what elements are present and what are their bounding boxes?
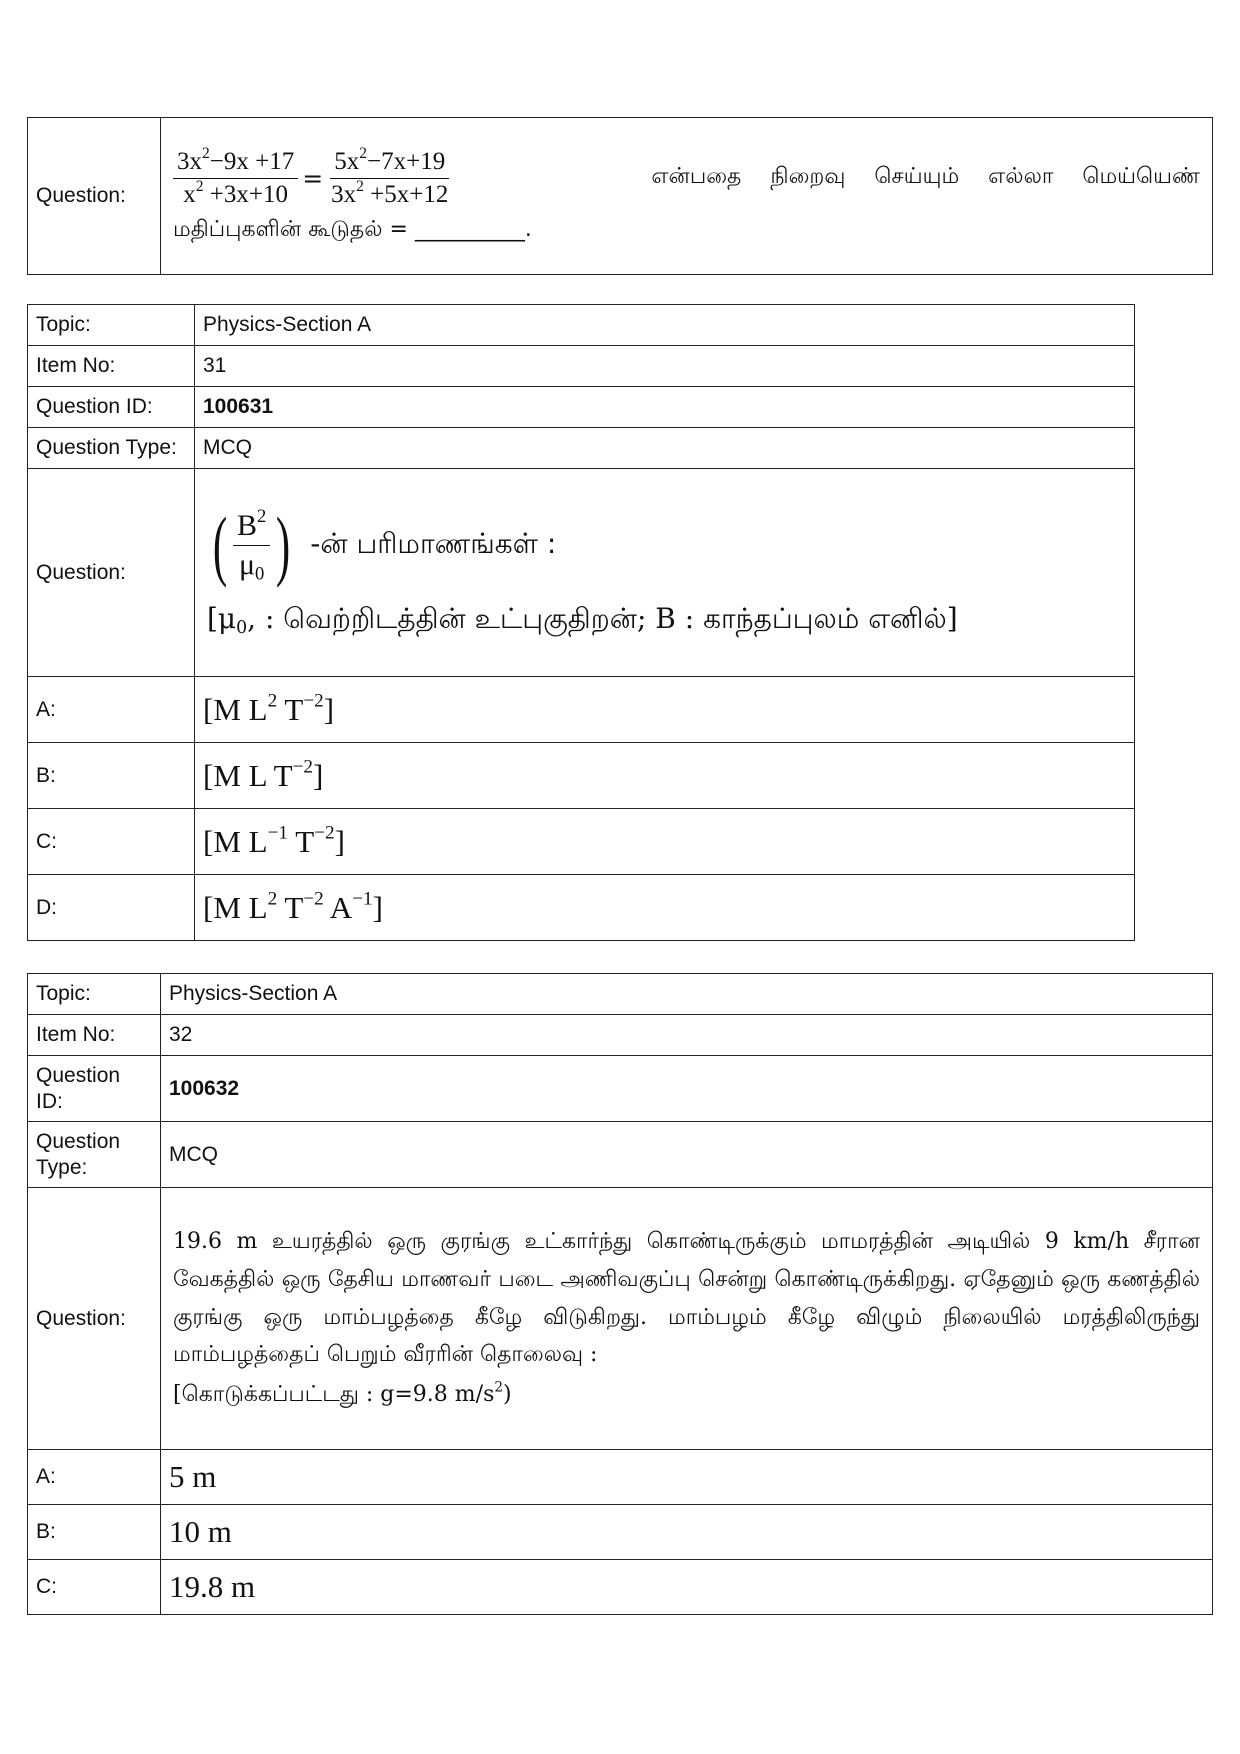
option-b-value: [M L $T^{-2}$] [195,743,1135,809]
option-d-value: [M $L^2$ $T^{-2}$ $A^{-1}$] [195,875,1135,941]
topic-value: Physics-Section A [161,974,1213,1015]
rhs-fraction: $\frac{5x^2-7x+19}{3x^2 +5x+12}$ [331,144,449,208]
option-b-value: 10 m [161,1505,1213,1560]
b-squared-over-mu0: ( $\frac{B^2}{\mu_0}$ ) [212,501,291,588]
question-id-label: Question ID: [28,387,195,428]
option-b-row[interactable] [28,1505,1213,1560]
question-31-table [27,304,1135,941]
question-32-table [27,973,1213,1615]
question-text: -ன் பரிமாணங்கள் : [310,526,557,560]
item-no-value: 32 [161,1015,1213,1056]
option-c-value: 19.8 m [161,1560,1213,1615]
option-a-value: 5 m [161,1450,1213,1505]
option-d-label: D: [28,875,195,941]
option-d-row[interactable] [28,875,1135,941]
question-id-value: 100631 [195,387,1135,428]
question-given: [கொடுக்கப்பட்டது : g=9.8 $m/s^2$) [173,1379,512,1408]
topic-value: Physics-Section A [195,305,1135,346]
question-content [161,118,1213,275]
option-a-label: A: [28,677,195,743]
equals-sign: = [302,163,324,193]
rational-equation [173,144,452,209]
question-label: Question: [28,1188,161,1450]
question-type-label: Question Type: [28,1122,161,1188]
question-content [195,469,1135,677]
question-type-value: MCQ [195,428,1135,469]
topic-label: Topic: [28,305,195,346]
item-no-value: 31 [195,346,1135,387]
option-c-row[interactable] [28,809,1135,875]
option-c-value: [M $L^{-1}$ $T^{-2}$] [195,809,1135,875]
question-label: Question: [28,469,195,677]
lhs-fraction: $\frac{3x^2-9x +17}{x^2 +3x+10}$ [173,148,298,209]
option-a-row[interactable] [28,677,1135,743]
item-no-label: Item No: [28,1015,161,1056]
item-no-label: Item No: [28,346,195,387]
option-c-label: C: [28,1560,161,1615]
question-id-label: Question ID: [28,1056,161,1122]
question-type-value: MCQ [161,1122,1213,1188]
question-id-value: 100632 [161,1056,1213,1122]
option-c-row[interactable] [28,1560,1213,1615]
question-text: என்பதை நிறைவு செய்யும் எல்லா மெய்யெண் [651,164,1200,189]
prev-question-table [27,117,1213,275]
question-content [161,1188,1213,1450]
question-text-line2: மதிப்புகளின் கூடுதல் = __________. [173,216,532,242]
option-a-value: [M $L^2$ $T^{-2}$] [195,677,1135,743]
option-a-label: A: [28,1450,161,1505]
option-a-row[interactable] [28,1450,1213,1505]
question-type-label: Question Type: [28,428,195,469]
topic-label: Topic: [28,974,161,1015]
option-b-label: B: [28,1505,161,1560]
option-c-label: C: [28,809,195,875]
option-b-label: B: [28,743,195,809]
question-label: Question: [28,118,161,275]
question-text: 19.6 m உயரத்தில் ஒரு குரங்கு உட்கார்ந்து கொண்டிருக்கும் மாமரத்தின் அடியில் 9 km/h சீரான வேகத்தில் ஒரு தேசிய மாணவர் படை அணிவகுப்பு சென்று கொண்டிருக்கிறது. ஏதேனும் ஒரு கணத்தில் குரங்கு ஒரு மாம்பழத்தை கீழே விடுகிறது. மாம்பழம் கீழே விழும் நிலையில் மரத்திலிருந்து மாம்பழத்தைப் பெறும் வீரரின் தொலைவு : [173,1228,1200,1368]
option-b-row[interactable] [28,743,1135,809]
question-note: [$\mu_0$, : வெற்றிடத்தின் உட்புகுதிறன்; B : காந்தப்புலம் எனில்] [207,602,958,639]
